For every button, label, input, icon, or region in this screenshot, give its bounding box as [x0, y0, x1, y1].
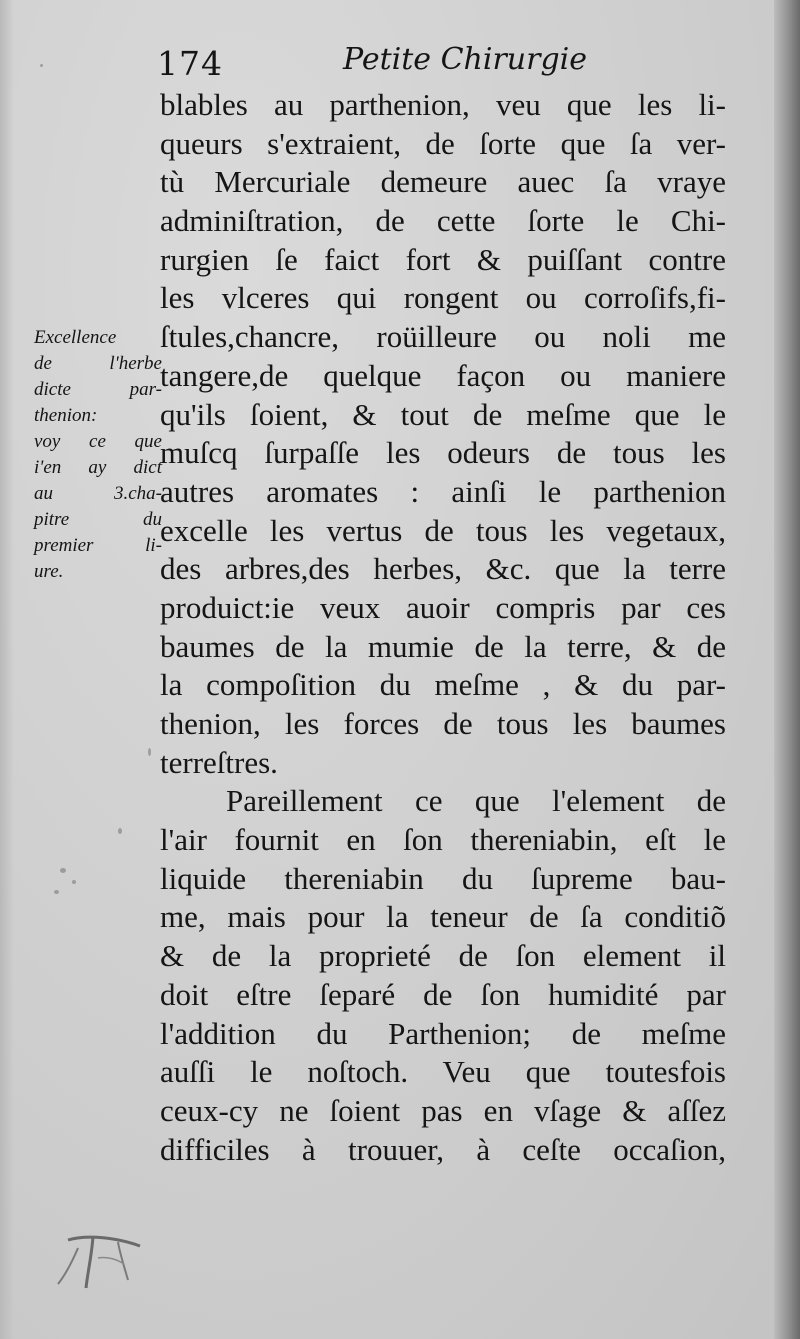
- margin-note-line: i'en ay dict: [34, 457, 162, 478]
- text-line: liquide thereniabin du ſupreme bau-: [160, 860, 726, 896]
- paper-speck: [148, 748, 151, 756]
- text-line: terreſtres.: [160, 744, 278, 780]
- margin-note-line: Excellence: [34, 327, 117, 348]
- text-line: blables au parthenion, veu que les li-: [160, 87, 726, 122]
- text-line: qu'ils ſoient, & tout de meſme que le: [160, 396, 726, 432]
- text-line: Pareillement ce que l'element de: [226, 783, 726, 819]
- margin-note-line: dicte par-: [34, 379, 162, 400]
- book-spine-shadow: [774, 0, 800, 1339]
- margin-note-line: thenion:: [34, 405, 98, 426]
- margin-note-line: de l'herbe: [34, 353, 162, 374]
- text-line: l'addition du Parthenion; de meſme: [160, 1015, 726, 1051]
- running-head: [155, 40, 735, 88]
- page-number: 174: [157, 44, 223, 83]
- text-line: excelle les vertus de tous les vegetaux,: [160, 512, 726, 548]
- text-line: rurgien ſe faict fort & puiſſant contre: [160, 241, 726, 277]
- text-line: auſſi le noſtoch. Veu que toutesfois: [160, 1054, 726, 1090]
- paper-stain: [48, 1228, 158, 1298]
- text-line: ſtules,chancre, roüilleure ou noli me: [160, 319, 726, 355]
- paper-speck: [54, 890, 59, 894]
- margin-note-line: premier li-: [34, 535, 162, 556]
- margin-note-line: au 3.cha-: [34, 483, 162, 504]
- paper-speck: [118, 828, 122, 834]
- text-line: l'air fournit en ſon thereniabin, eſt le: [160, 822, 726, 858]
- text-line: & de la proprieté de ſon element il: [160, 938, 726, 974]
- text-line: queurs s'extraient, de ſorte que ſa ver-: [160, 125, 726, 161]
- running-title: Petite Chirurgie: [343, 42, 588, 77]
- text-line: thenion, les forces de tous les baumes: [160, 706, 726, 741]
- margin-note-line: ure.: [34, 561, 64, 582]
- main-text-block: [160, 86, 726, 1169]
- margin-note: [34, 325, 162, 585]
- margin-note-line: pitre du: [34, 509, 162, 530]
- text-line: doit eſtre ſeparé de ſon humidité par: [160, 976, 726, 1012]
- paper-speck: [72, 880, 76, 884]
- text-line: ceux-cy ne ſoient pas en vſage & aſſez: [160, 1092, 726, 1128]
- text-line: la compoſition du meſme , & du par-: [160, 667, 726, 703]
- text-line: difficiles à trouuer, à ceſte occaſion,: [160, 1131, 726, 1167]
- text-line: tù Mercuriale demeure auec ſa vraye: [160, 164, 726, 200]
- text-line: muſcq ſurpaſſe les odeurs de tous les: [160, 435, 726, 471]
- text-line: me, mais pour la teneur de ſa conditiõ: [160, 899, 726, 935]
- margin-note-line: voy ce que: [34, 431, 162, 452]
- text-line: adminiſtration, de cette ſorte le Chi-: [160, 203, 726, 239]
- text-line: les vlceres qui rongent ou corroſifs,fi-: [160, 280, 726, 316]
- text-line: des arbres,des herbes, &c. que la terre: [160, 551, 726, 587]
- text-line: autres aromates : ainſi le parthenion: [160, 473, 726, 509]
- text-line: produict:ie veux auoir compris par ces: [160, 589, 726, 625]
- text-line: tangere,de quelque façon ou maniere: [160, 357, 726, 393]
- text-line: baumes de la mumie de la terre, & de: [160, 628, 726, 664]
- paper-speck: [40, 64, 43, 67]
- paper-speck: [60, 868, 66, 873]
- page-left-edge-shadow: [0, 0, 14, 1339]
